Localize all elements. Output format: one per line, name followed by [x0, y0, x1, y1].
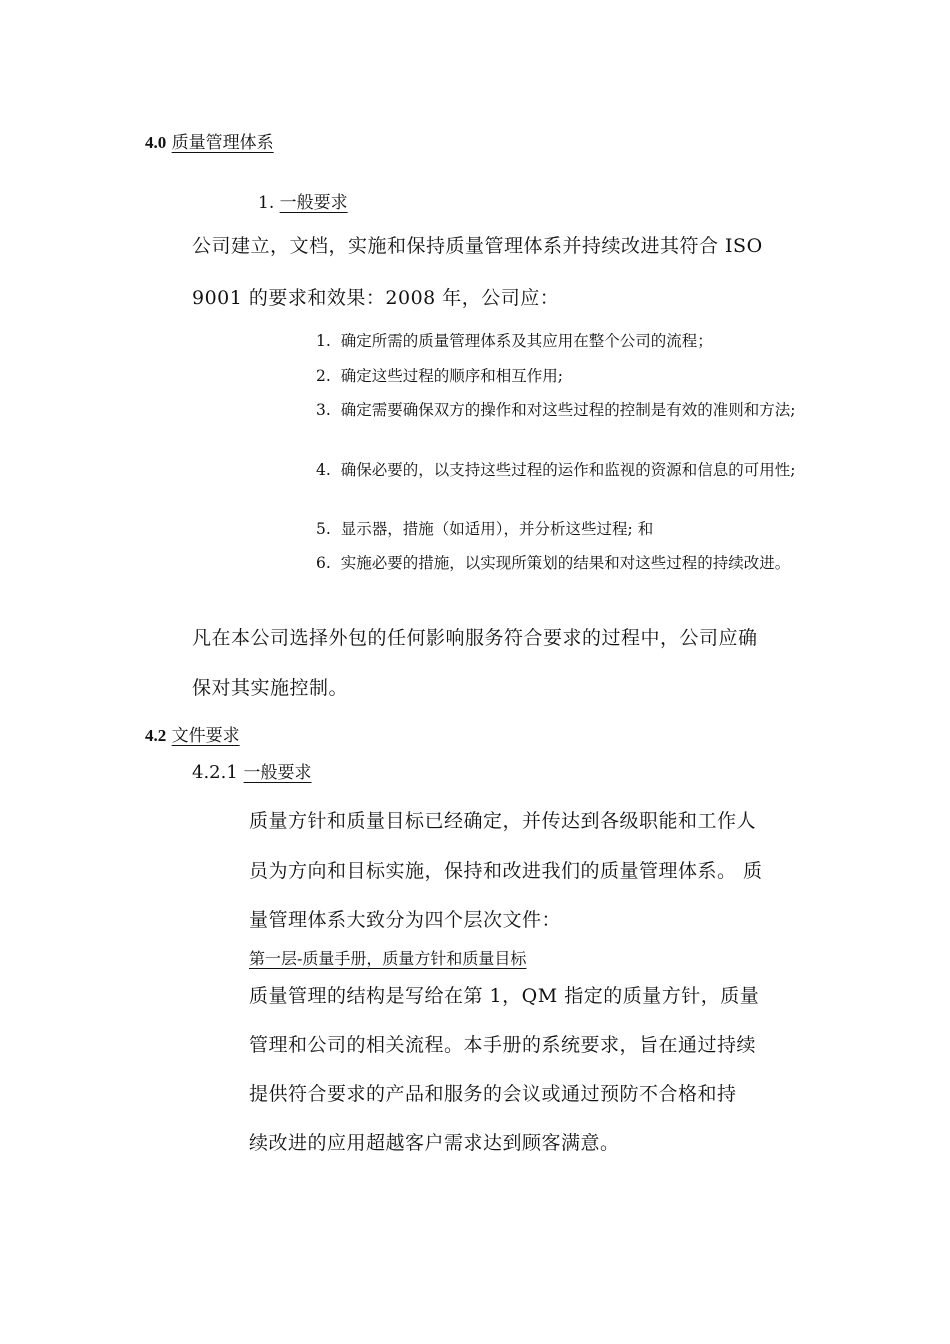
list-item-text: 实施必要的措施，以实现所策划的结果和对这些过程的持续改进。: [340, 554, 791, 572]
outsourcing-line-2: 保对其实施控制。: [192, 677, 349, 699]
list-item: [316, 364, 811, 389]
policy-line-1: 质量方针和质量目标已经确定，并传达到各级职能和工作人: [249, 810, 757, 832]
subheading-general-requirements: [258, 188, 348, 213]
structure-line-3: 提供符合要求的产品和服务的会议或通过预防不合格和持: [249, 1083, 737, 1105]
section-title: 文件要求: [171, 726, 240, 746]
subheading-number: 4.2.1: [192, 762, 238, 783]
list-item-number: 1.: [316, 332, 331, 350]
list-item-number: 3.: [316, 401, 331, 419]
outsourcing-line-1: 凡在本公司选择外包的任何影响服务符合要求的过程中，公司应确: [192, 627, 758, 649]
list-item-text: 确定需要确保双方的操作和对这些过程的控制是有效的准则和方法;: [340, 401, 796, 419]
section-number: 4.0: [145, 133, 167, 152]
section-title: 质量管理体系: [171, 133, 274, 153]
list-item: [316, 398, 811, 423]
list-item-text: 确定这些过程的顺序和相互作用;: [340, 367, 564, 385]
subheading-4-2-1: [192, 758, 312, 783]
list-item-text: 确定所需的质量管理体系及其应用在整个公司的流程；: [340, 332, 713, 350]
list-item: [316, 551, 811, 576]
list-item-number: 2.: [316, 367, 331, 385]
list-item: [316, 458, 811, 483]
policy-line-3: 量管理体系大致分为四个层次文件：: [249, 909, 562, 931]
section-heading-4-2: [145, 721, 240, 746]
subheading-title: 一般要求: [243, 763, 312, 783]
level-1-heading: 第一层-质量手册，质量方针和质量目标: [249, 949, 527, 968]
subheading-number: 1.: [258, 193, 275, 213]
structure-line-2: 管理和公司的相关流程。本手册的系统要求，旨在通过持续: [249, 1034, 757, 1056]
policy-line-2: 员为方向和目标实施，保持和改进我们的质量管理体系。 质: [249, 860, 763, 882]
intro-line-1: 公司建立，文档，实施和保持质量管理体系并持续改进其符合 ISO: [192, 235, 763, 257]
subheading-title: 一般要求: [279, 193, 348, 213]
section-heading-4-0: [145, 128, 274, 153]
list-item-number: 5.: [316, 520, 331, 538]
list-item-text: 显示器，措施（如适用），并分析这些过程; 和: [340, 520, 654, 538]
intro-line-2: 9001 的要求和效果：2008 年，公司应：: [192, 287, 560, 309]
section-number: 4.2: [145, 726, 167, 745]
list-item: [316, 329, 811, 354]
list-item: [316, 517, 811, 542]
list-item-number: 4.: [316, 461, 331, 479]
structure-line-4: 续改进的应用超越客户需求达到顾客满意。: [249, 1132, 620, 1154]
list-item-number: 6.: [316, 554, 331, 572]
list-item-text: 确保必要的，以支持这些过程的运作和监视的资源和信息的可用性;: [340, 461, 796, 479]
structure-line-1: 质量管理的结构是写给在第 1，QM 指定的质量方针，质量: [249, 985, 760, 1007]
